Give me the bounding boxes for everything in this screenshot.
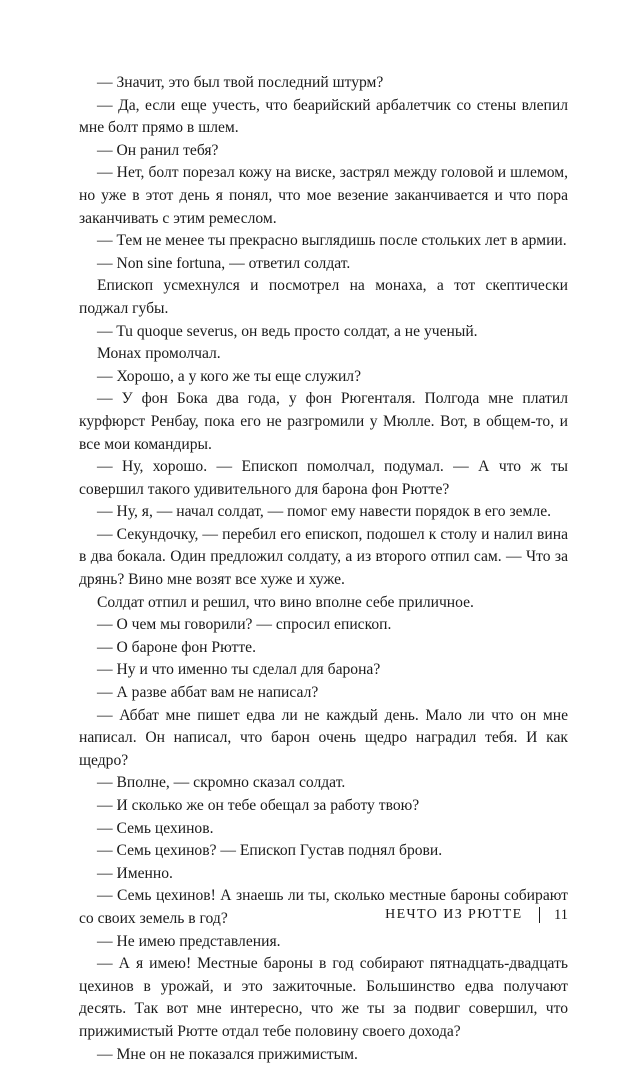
paragraph: Монах промолчал. <box>97 345 221 363</box>
paragraph: — Секундочку, — перебил его епископ, подошел к столу и налил вина в два бокала. Один предложил солдату, а из второго отпил сам. — Что за дрянь? Вино мне возят все хуже и хуже. <box>79 525 568 589</box>
paragraph: — Да, если еще учесть, что беарийский арбалетчик со стены влепил мне болт прямо в шлем. <box>79 96 568 137</box>
paragraph: — О бароне фон Рютте. <box>97 638 256 656</box>
paragraph: — Не имею представления. <box>97 932 281 950</box>
paragraph: — Ну и что именно ты сделал для барона? <box>97 661 381 679</box>
paragraph: — Семь цехинов? — Епископ Густав поднял брови. <box>97 842 443 860</box>
footer-separator <box>539 907 541 923</box>
paragraph: — Именно. <box>97 864 173 882</box>
paragraph: — Non sine fortuna, — ответил солдат. <box>97 254 351 272</box>
paragraph: — Он ранил тебя? <box>97 141 219 159</box>
paragraph: Солдат отпил и решил, что вино вполне себе приличное. <box>97 593 474 611</box>
paragraph: — Ну, хорошо. — Епископ помолчал, подумал. — А что ж ты совершил такого удивительного для барона фон Рютте? <box>79 458 568 498</box>
running-footer <box>385 906 568 924</box>
paragraph: — Семь цехинов! А знаешь ли ты, сколько местные бароны собирают со своих земель в год? <box>79 887 568 927</box>
paragraph: Епископ усмехнулся и посмотрел на монаха, а тот скептически поджал губы. <box>79 277 568 317</box>
paragraph: — Аббат мне пишет едва ли не каждый день. Мало ли что он мне написал. Он написал, что барон очень щедро наградил тебя. И как щедро? <box>79 706 568 769</box>
paragraph: — Тем не менее ты прекрасно выглядишь после стольких лет в армии. <box>97 232 567 250</box>
paragraph: — О чем мы говорили? — спросил епископ. <box>97 616 392 634</box>
paragraph: — Вполне, — скромно сказал солдат. <box>97 774 346 792</box>
paragraph: — У фон Бока два года, у фон Рюгенталя. Полгода мне платил курфюрст Ренбау, пока его не разгромили у Мюлле. Вот, в общем-то, и все мои командиры. <box>79 390 568 453</box>
paragraph: — А разве аббат вам не написал? <box>97 684 319 702</box>
paragraph: — Значит, это был твой последний штурм? <box>97 74 384 91</box>
paragraph: — А я имею! Местные бароны в год собирают пятнадцать-двадцать цехинов в урожай, и это зажиточные. Большинство едва получают десять. Так вот мне интересно, что же ты за подвиг совершил, что прижимистый Рютте отдал тебе половину своего дохода? <box>79 955 568 1040</box>
paragraph: — Мне он не показался прижимистым. <box>97 1045 358 1063</box>
paragraph: — Семь цехинов. <box>97 819 214 837</box>
page-number: 11 <box>554 907 568 923</box>
paragraph: — Нет, болт порезал кожу на виске, застрял между головой и шлемом, но уже в этот день я понял, что мое везение заканчивается и что пора заканчивать с этим ремеслом. <box>79 164 568 227</box>
paragraph: — Хорошо, а у кого же ты еще служил? <box>97 367 362 385</box>
paragraph: — И сколько же он тебе обещал за работу твою? <box>97 797 420 814</box>
running-title: НЕЧТО ИЗ РЮТТЕ <box>385 907 523 922</box>
paragraph: — Tu quoque severus, он ведь просто солдат, а не ученый. <box>97 322 478 340</box>
paragraph: — Ну, я, — начал солдат, — помог ему навести порядок в его земле. <box>97 503 552 521</box>
